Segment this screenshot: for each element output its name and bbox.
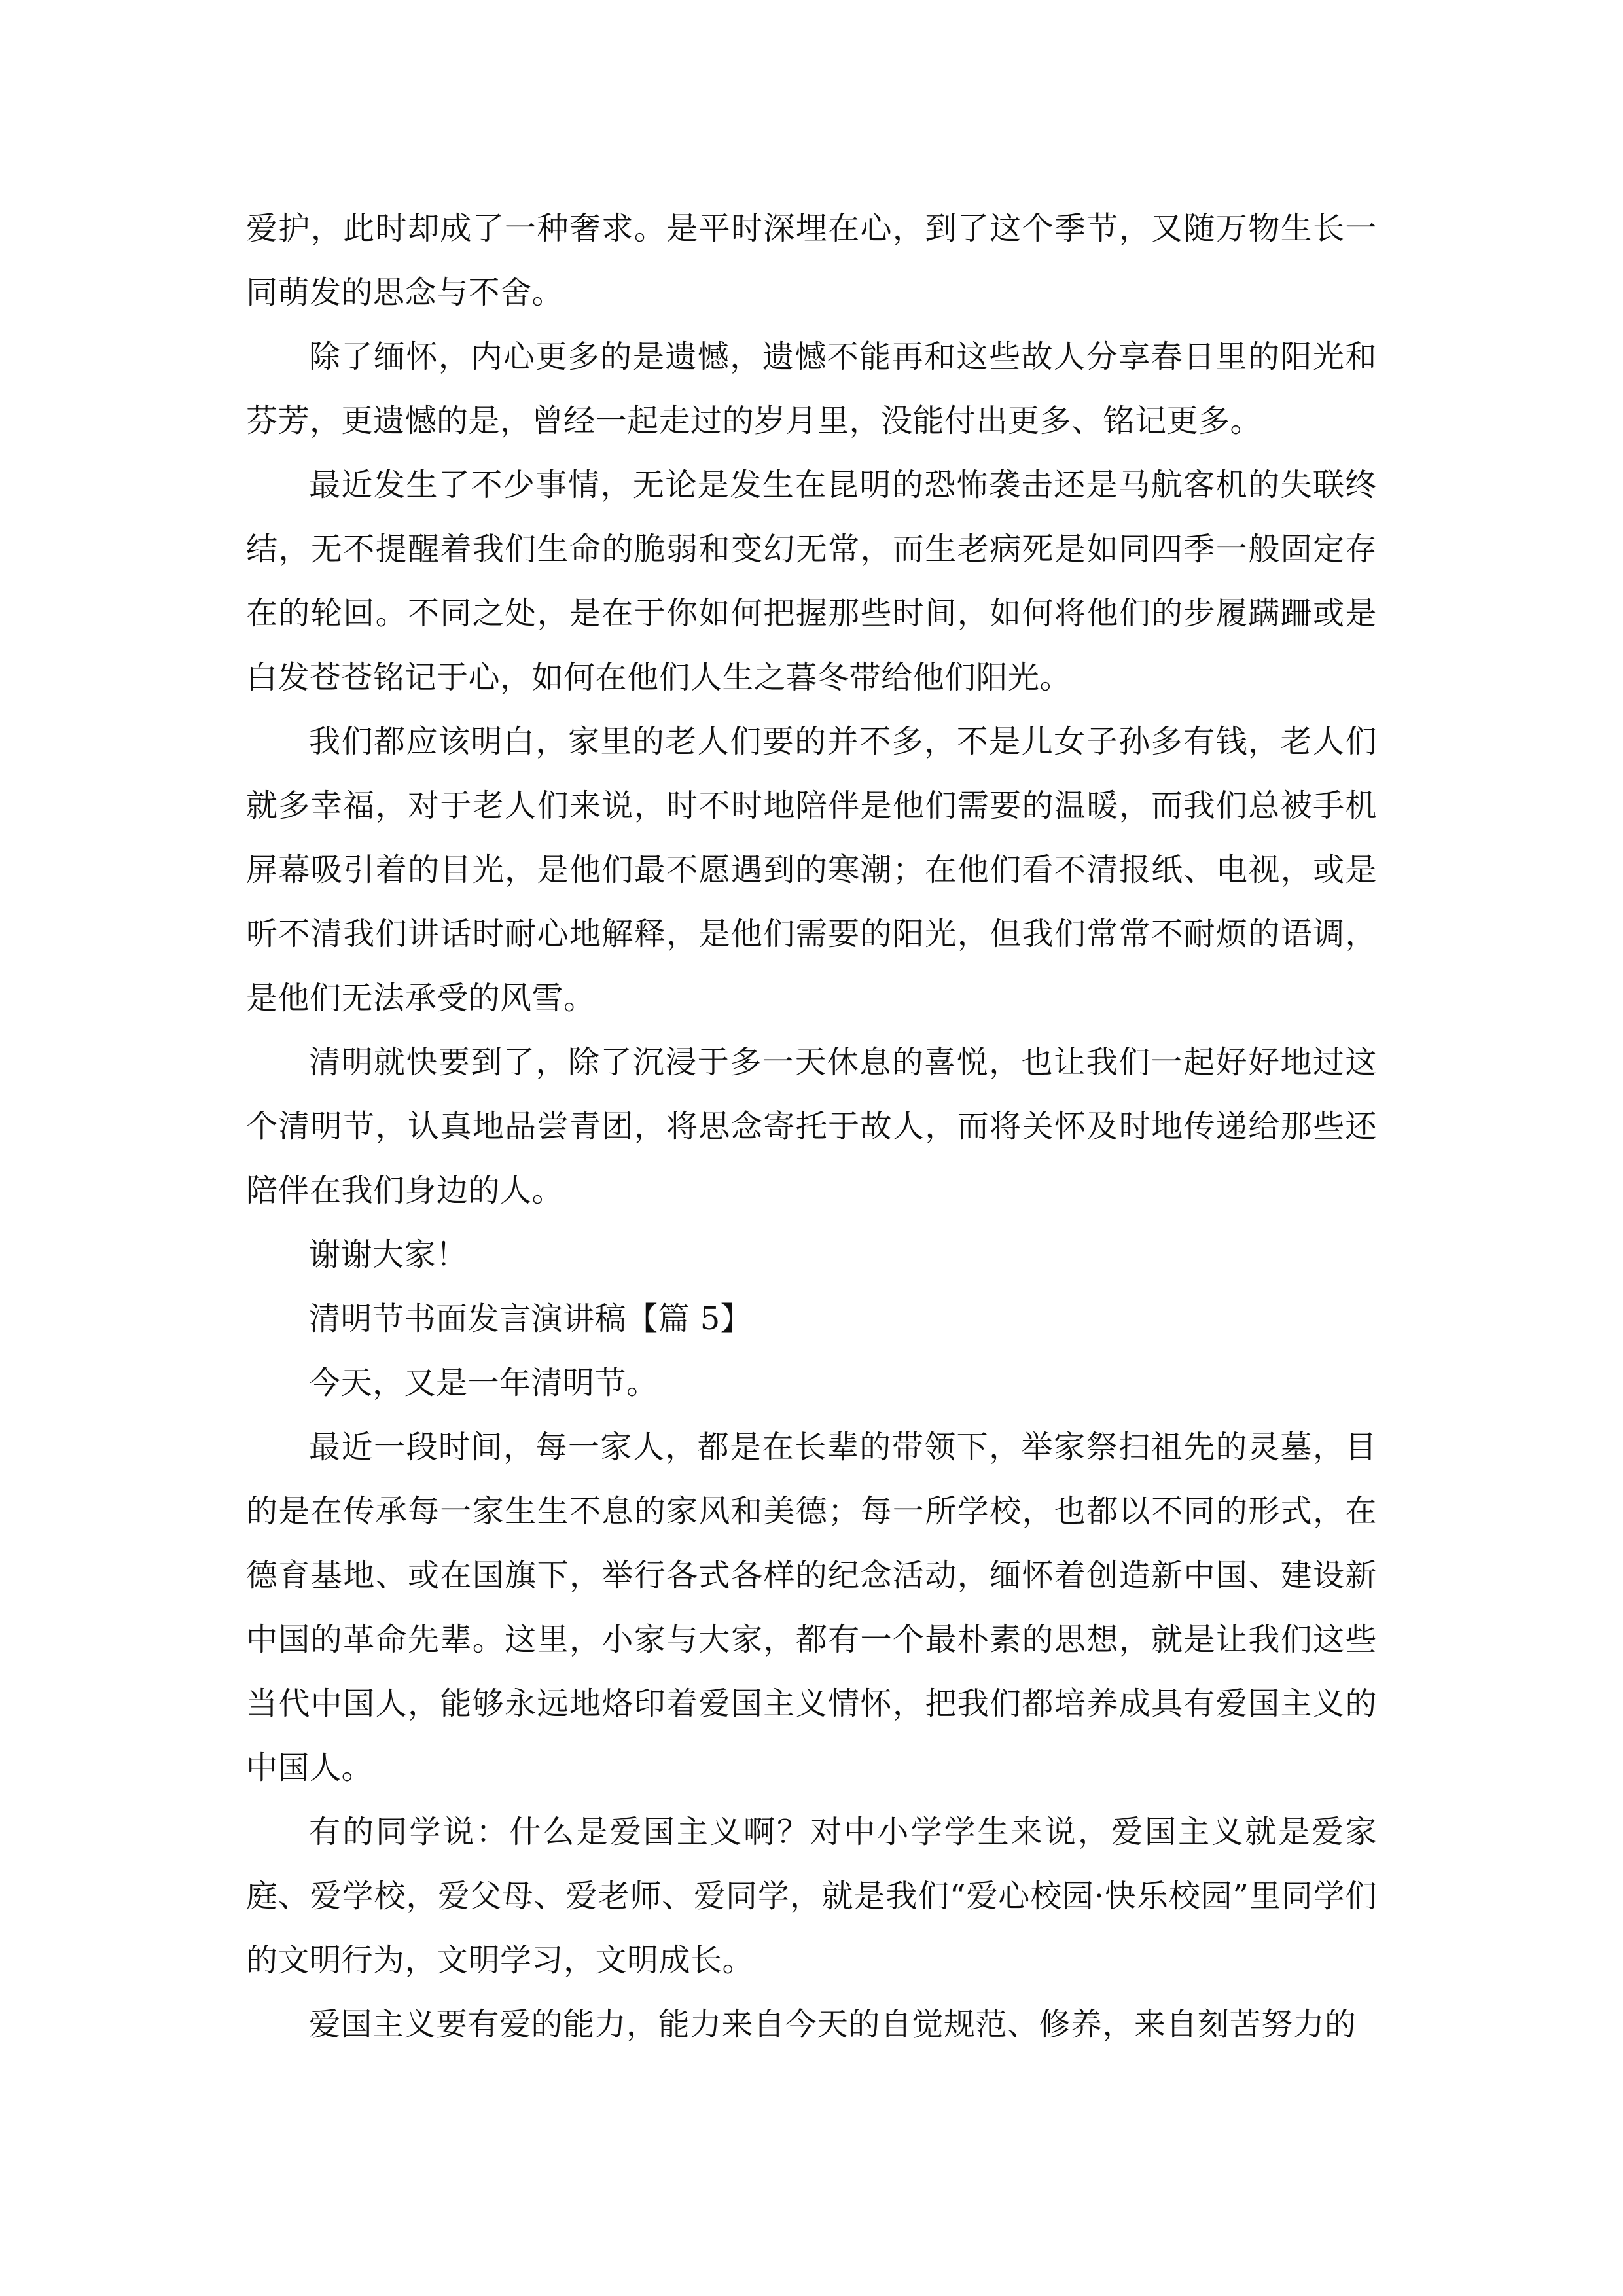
paragraph-thanks: 谢谢大家！ — [309, 1236, 468, 1273]
paragraph-today: 今天，又是一年清明节。 — [309, 1365, 658, 1401]
paragraph-continuation: 爱护，此时却成了一种奢求。是平时深埋在心，到了这个季节，又随万物生长一同萌发的思念与不舍。 — [246, 210, 1377, 311]
document-body — [246, 196, 1377, 2056]
paragraph-elderly-care: 我们都应该明白，家里的老人们要的并不多，不是儿女子孙多有钱，老人们就多幸福，对于老人们来说，时不时地陪伴是他们需要的温暖，而我们总被手机屏幕吸引着的目光，是他们最不愿遇到的寒潮；在他们看不清报纸、电视，或是听不清我们讲话时耐心地解释，是他们需要的阳光，但我们常常不耐烦的语调，是他们无法承受的风雪。 — [246, 723, 1377, 1016]
paragraph-patriotism-question: 有的同学说：什么是爱国主义啊？对中小学学生来说，爱国主义就是爱家庭、爱学校，爱父母、爱老师、爱同学，就是我们“爱心校园·快乐校园”里同学们的文明行为，文明学习，文明成长。 — [246, 1814, 1377, 1979]
paragraph-family-school: 最近一段时间，每一家人，都是在长辈的带领下，举家祭扫祖先的灵墓，目的是在传承每一家生生不息的家风和美德；每一所学校，也都以不同的形式，在德育基地、或在国旗下，举行各式各样的纪念活动，缅怀着创造新中国、建设新中国的革命先辈。这里，小家与大家，都有一个最朴素的思想，就是让我们这些当代中国人，能够永远地烙印着爱国主义情怀，把我们都培养成具有爱国主义的中国人。 — [246, 1429, 1377, 1786]
paragraph-qingming-coming: 清明就快要到了，除了沉浸于多一天休息的喜悦，也让我们一起好好地过这个清明节，认真地品尝青团，将思念寄托于故人，而将关怀及时地传递给那些还陪伴在我们身边的人。 — [246, 1044, 1377, 1209]
paragraph-regret: 除了缅怀，内心更多的是遗憾，遗憾不能再和这些故人分享春日里的阳光和芬芳，更遗憾的是，曾经一起走过的岁月里，没能付出更多、铭记更多。 — [246, 338, 1377, 439]
paragraph-patriotism-ability: 爱国主义要有爱的能力，能力来自今天的自觉规范、修养，来自刻苦努力的 — [309, 2006, 1357, 2043]
section-heading: 清明节书面发言演讲稿【篇 5】 — [309, 1300, 753, 1337]
paragraph-recent-events: 最近发生了不少事情，无论是发生在昆明的恐怖袭击还是马航客机的失联终结，无不提醒着我们生命的脆弱和变幻无常，而生老病死是如同四季一般固定存在的轮回。不同之处，是在于你如何把握那些时间，如何将他们的步履蹒跚或是白发苍苍铭记于心，如何在他们人生之暮冬带给他们阳光。 — [246, 467, 1377, 696]
